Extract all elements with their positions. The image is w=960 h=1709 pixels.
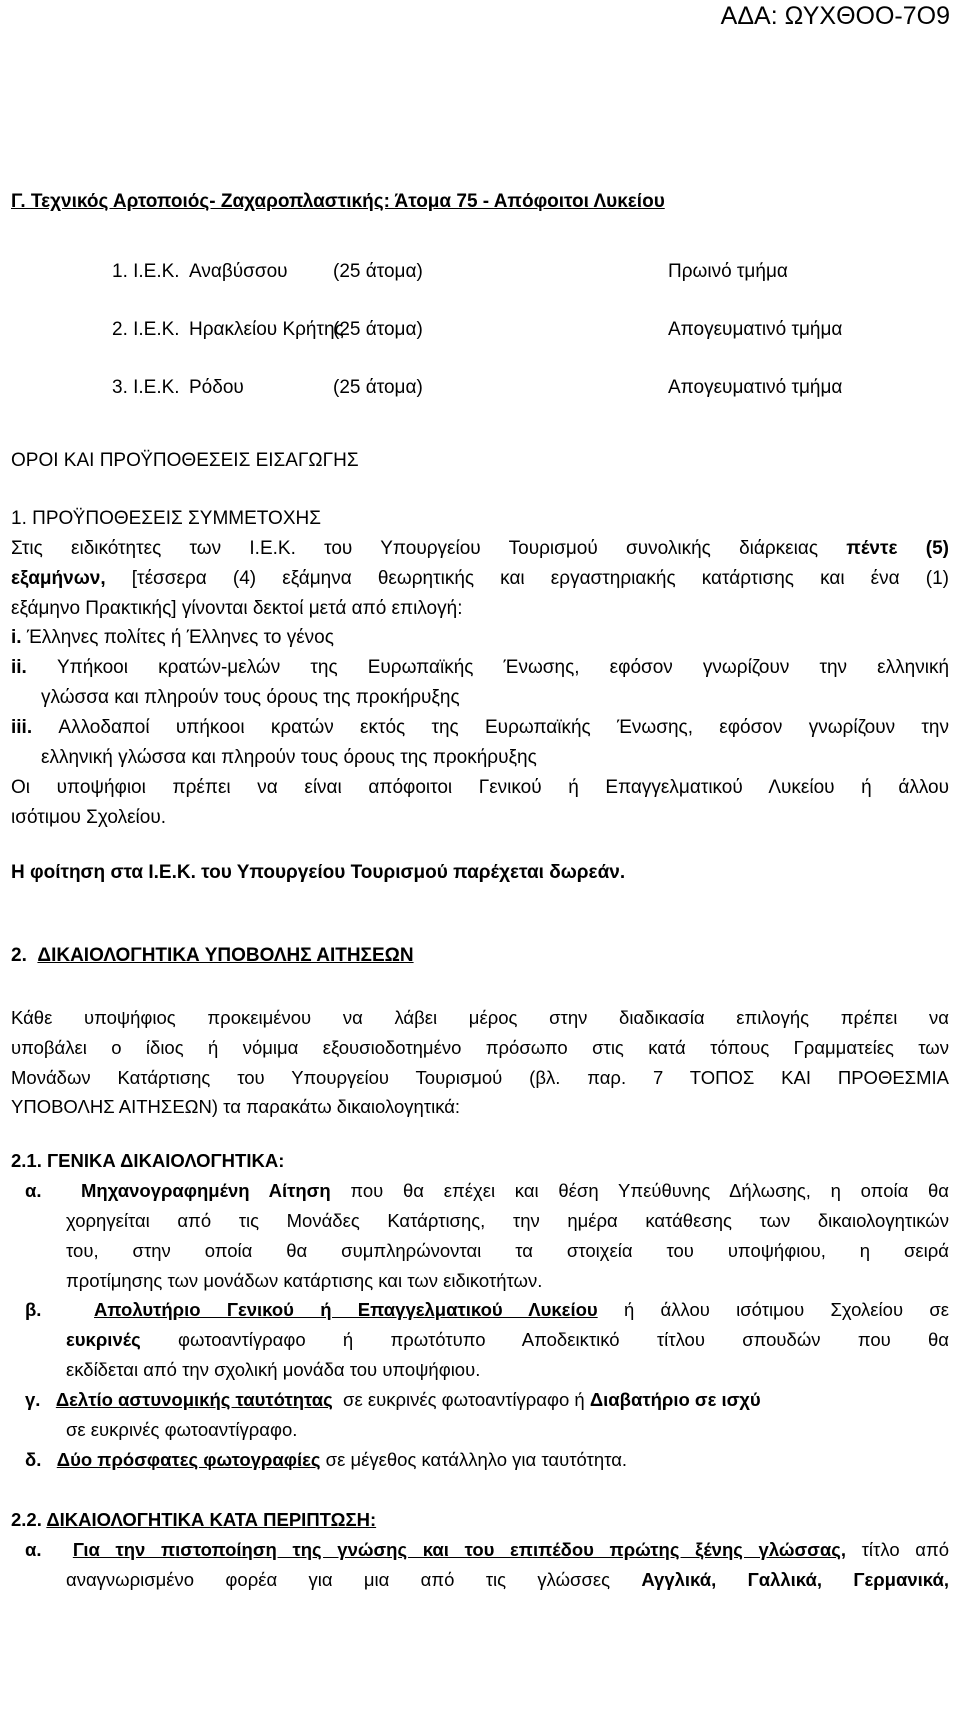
doc-item-b-line [66,1329,949,1351]
row-session: Πρωινό τμήμα [668,261,788,282]
terms-heading: ΟΡΟΙ ΚΑΙ ΠΡΟΫΠΟΘΕΣΕΙΣ ΕΙΣΑΓΩΓΗΣ [11,450,359,471]
section-2-paragraph-line: Μονάδων Κατάρτισης του Υπουργείου Τουρισμού (βλ. παρ. 7 ΤΟΠΟΣ ΚΑΙ ΠΡΟΘΕΣΜΙΑ [11,1067,949,1088]
row-count: (25 άτομα) [333,261,423,282]
text: [τέσσερα (4) εξάμηνα θεωρητικής και εργαστηριακής κατάρτισης και ένα (1) [131,568,950,589]
item-text: τίτλο από [861,1539,950,1560]
list-item [11,717,949,739]
item-text: που θα επέχει και θέση Υπεύθυνης Δήλωσης, η οποία θα [350,1180,950,1201]
item-bold: Απολυτήριο Γενικού ή Επαγγελματικού Λυκείου [94,1299,598,1320]
graduates-line: ισότιμου Σχολείου. [11,807,166,828]
subsection-number: 2.1. [11,1150,42,1171]
terms-paragraph-line [11,538,949,560]
doc-item-c-line: σε ευκρινές φωτοαντίγραφο. [66,1419,298,1440]
item-text: Έλληνες πολίτες ή Έλληνες το γένος [26,627,334,648]
row-session: Απογευματινό τμήμα [668,319,843,340]
doc-item-a-line: του, στην οποία θα συμπληρώνονται τα στοιχεία του υποψήφιου, η σειρά [66,1240,949,1261]
terms-paragraph-line [11,568,949,590]
terms-paragraph-line: εξάμηνο Πρακτικής] γίνονται δεκτοί μετά από επιλογή: [11,598,463,619]
row-name: Αναβύσσου [189,261,288,282]
row-session: Απογευματινό τμήμα [668,377,843,398]
row-num: 2. Ι.Ε.Κ. [112,319,180,340]
terms-subheading: 1. ΠΡΟΫΠΟΘΕΣΕΙΣ ΣΥΜΜΕΤΟΧΗΣ [11,508,321,529]
text: Στις ειδικότητες των Ι.Ε.Κ. του Υπουργείου Τουρισμού συνολικής διάρκειας [11,538,819,559]
doc-item-e-line [66,1569,949,1591]
item-text: σε ευκρινές φωτοαντίγραφο ή [343,1389,585,1410]
ada-code: ΑΔΑ: ΩΥΧΘΟΟ-7Ο9 [720,2,950,30]
list-item [11,657,949,679]
list-item-continuation: ελληνική γλώσσα και πληρούν τους όρους της προκήρυξης [41,747,537,768]
subsection-title: ΓΕΝΙΚΑ ΔΙΚΑΙΟΛΟΓΗΤΙΚΑ: [47,1150,285,1171]
row-count: (25 άτομα) [333,377,423,398]
doc-item-b [25,1299,949,1321]
item-text: Αλλοδαποί υπήκοοι κρατών εκτός της Ευρωπαϊκής Ένωσης, εφόσον γνωρίζουν την [58,717,949,738]
item-bold: Διαβατήριο σε ισχύ [589,1389,761,1410]
doc-item-b-line: εκδίδεται από την σχολική μονάδα του υποψήφιου. [66,1359,481,1380]
doc-item-a-line: προτίμησης των μονάδων κατάρτισης και των ειδικοτήτων. [66,1270,543,1291]
item-bold: Για την πιστοποίηση της γνώσης και του επιπέδου πρώτης ξένης γλώσσας, [72,1539,846,1560]
row-num: 3. Ι.Ε.Κ. [112,377,180,398]
section-2-paragraph-line: ΥΠΟΒΟΛΗΣ ΑΙΤΗΣΕΩΝ) τα παρακάτω δικαιολογητικά: [11,1096,461,1117]
item-bold: Δύο πρόσφατες φωτογραφίες [56,1449,321,1470]
section-title: ΔΙΚΑΙΟΛΟΓΗΤΙΚΑ ΥΠΟΒΟΛΗΣ ΑΙΤΗΣΕΩΝ [37,945,414,966]
item-label: δ. [25,1449,42,1470]
text-bold: πέντε (5) [846,538,949,559]
item-text: Υπήκοοι κρατών-μελών της Ευρωπαϊκής Ένωσης, εφόσον γνωρίζουν την ελληνική [56,657,950,678]
section-2-paragraph-line: υποβάλει ο ίδιος ή νόμιμα εξουσιοδοτημένο πρόσωπο στις κατά τόπους Γραμματείες των [11,1037,949,1058]
subsection-number: 2.2. [11,1509,42,1530]
row-count: (25 άτομα) [333,319,423,340]
item-text: ή άλλου ισότιμου Σχολείου σε [623,1299,950,1320]
doc-item-d [25,1449,949,1471]
row-name: Ρόδου [189,377,244,398]
item-bold: Δελτίο αστυνομικής ταυτότητας [55,1389,333,1410]
doc-item-a-line: χορηγείται από τις Μονάδες Κατάρτισης, την ημέρα κατάθεσης των δικαιολογητικών [66,1210,949,1231]
item-text: φωτοαντίγραφο ή πρωτότυπο Αποδεικτικό τίτλου σπουδών που θα [178,1329,950,1350]
section-2-paragraph-line: Κάθε υποψήφιος προκειμένου να λάβει μέρος στην διαδικασία επιλογής πρέπει να [11,1007,949,1028]
text-bold: εξαμήνων, [11,568,106,589]
item-label: β. [25,1299,42,1320]
subsection-title: ΔΙΚΑΙΟΛΟΓΗΤΙΚΑ ΚΑΤΑ ΠΕΡΙΠΤΩΣΗ: [46,1509,377,1530]
free-tuition-note: Η φοίτηση στα Ι.Ε.Κ. του Υπουργείου Τουρισμού παρέχεται δωρεάν. [11,862,626,883]
item-number: i. [11,627,22,648]
item-label: α. [25,1180,42,1201]
row-name: Ηρακλείου Κρήτης [189,319,344,340]
item-label: α. [25,1539,42,1560]
item-label: γ. [25,1389,41,1410]
item-bold: ευκρινές [66,1329,141,1350]
section-number: 2. [11,945,27,966]
doc-item-e [25,1539,949,1561]
list-item [11,627,949,649]
item-number: ii. [11,657,27,678]
item-text: σε μέγεθος κατάλληλο για ταυτότητα. [325,1449,628,1470]
doc-item-c [25,1389,949,1411]
subsection-2-2-heading [11,1509,949,1531]
row-num: 1. Ι.Ε.Κ. [112,261,180,282]
section-2-heading [11,945,949,967]
section-g-title: Γ. Τεχνικός Αρτοποιός- Ζαχαροπλαστικής: Άτομα 75 - Απόφοιτοι Λυκείου [11,191,665,212]
list-item-continuation: γλώσσα και πληρούν τους όρους της προκήρυξης [41,687,460,708]
item-bold: Αγγλικά, Γαλλικά, Γερμανικά, [641,1569,950,1590]
graduates-line: Οι υποψήφιοι πρέπει να είναι απόφοιτοι Γενικού ή Επαγγελματικού Λυκείου ή άλλου [11,777,949,798]
item-bold: Μηχανογραφημένη Αίτηση [81,1180,331,1201]
item-number: iii. [11,717,33,738]
subsection-2-1-heading [11,1150,949,1172]
doc-item-a [25,1180,949,1202]
item-text: αναγνωρισμένο φορέα για μια από τις γλώσσες [66,1569,611,1590]
